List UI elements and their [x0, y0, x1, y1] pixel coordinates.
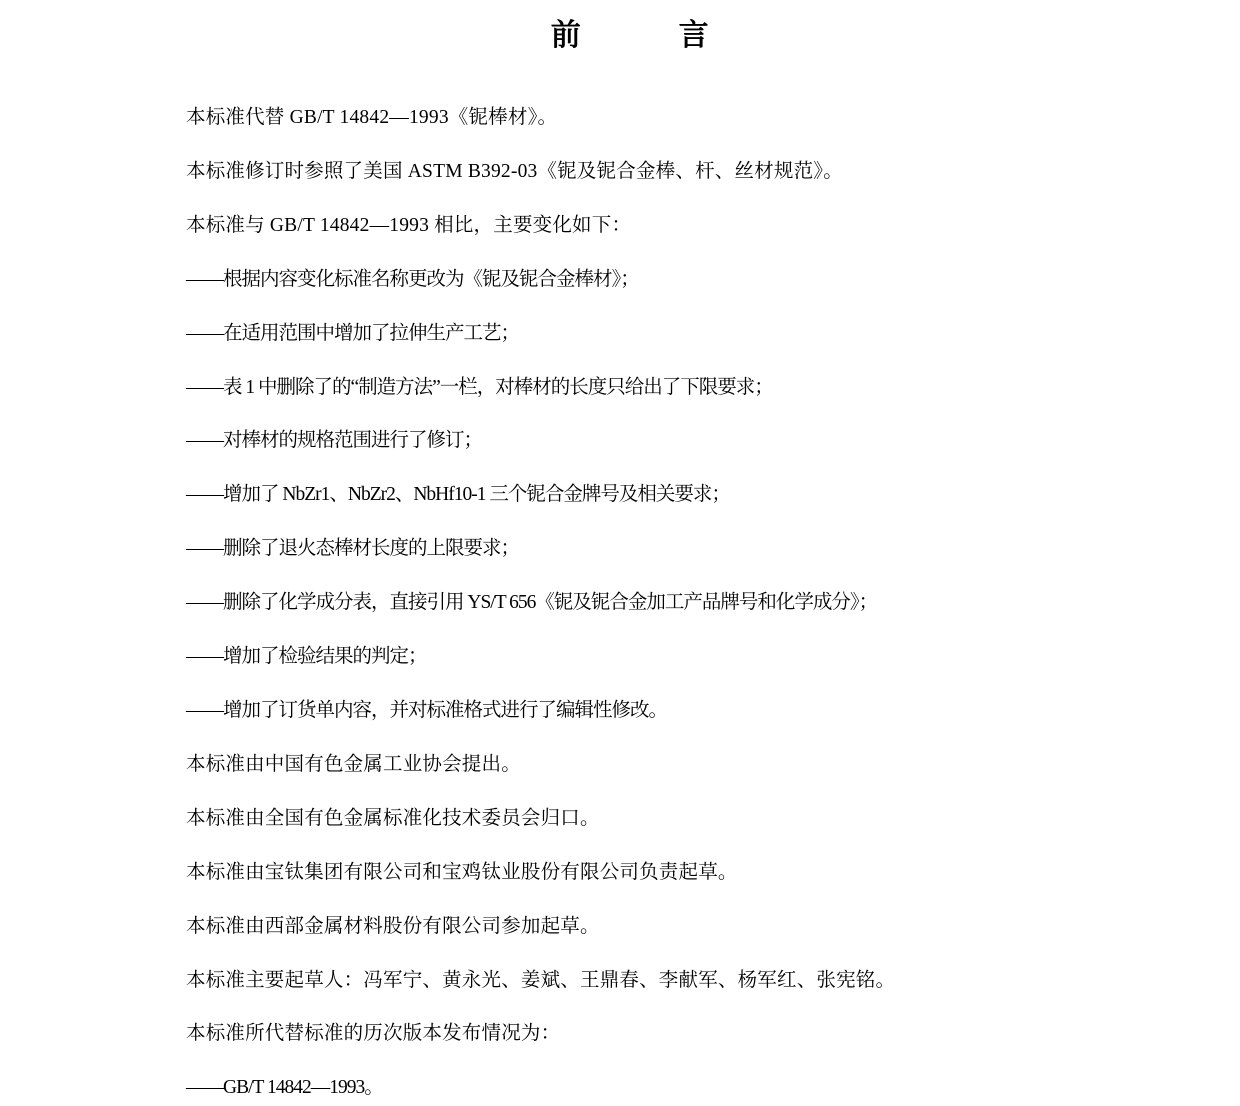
page-title: 前 言	[550, 19, 722, 52]
paragraph: 本标准所代替标准的历次版本发布情况为：	[186, 1023, 561, 1045]
list-item: ——增加了检验结果的判定；	[186, 646, 427, 668]
list-item: ——删除了退火态棒材长度的上限要求；	[186, 538, 520, 560]
list-item: ——增加了订货单内容，并对标准格式进行了编辑性修改。	[186, 699, 668, 721]
list-item: ——根据内容变化标准名称更改为《铌及铌合金棒材》；	[186, 268, 639, 290]
paragraph: 本标准由西部金属材料股份有限公司参加起草。	[186, 915, 600, 937]
list-item: ——增加了 NbZr1、NbZr2、NbHf10-1 三个铌合金牌号及相关要求；	[186, 484, 730, 506]
paragraph: 本标准代替 GB/T 14842—1993《铌棒材》。	[186, 107, 558, 128]
foreword-body	[0, 101, 1240, 1106]
list-item: ——GB/T 14842—1993。	[186, 1077, 383, 1099]
list-item: ——删除了化学成分表，直接引用 YS/T 656《铌及铌合金加工产品牌号和化学成分》；	[186, 592, 878, 614]
paragraph: 本标准修订时参照了美国 ASTM B392-03《铌及铌合金棒、杆、丝材规范》。	[186, 160, 843, 182]
list-item: ——表 1 中删除了的“制造方法”一栏，对棒材的长度只给出了下限要求；	[186, 376, 773, 398]
paragraph: 本标准与 GB/T 14842—1993 相比，主要变化如下：	[186, 214, 632, 236]
paragraph: 本标准由宝钛集团有限公司和宝鸡钛业股份有限公司负责起草。	[186, 861, 738, 883]
list-item: ——在适用范围中增加了拉伸生产工艺；	[186, 322, 520, 344]
list-item: ——对棒材的规格范围进行了修订；	[186, 430, 483, 452]
paragraph: 本标准由中国有色金属工业协会提出。	[186, 753, 521, 775]
paragraph: 本标准由全国有色金属标准化技术委员会归口。	[186, 807, 600, 829]
paragraph: 本标准主要起草人：冯军宁、黄永光、姜斌、王鼎春、李献军、杨军红、张宪铭。	[186, 969, 896, 991]
